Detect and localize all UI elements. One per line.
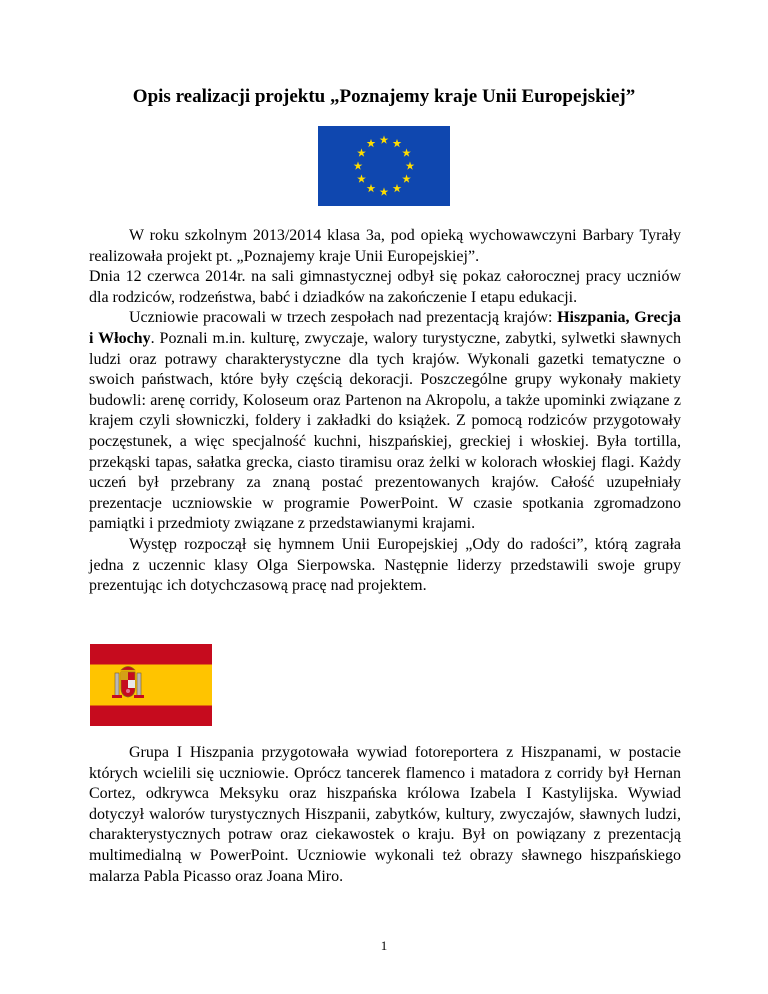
spain-section: [89, 743, 681, 887]
document-title: Opis realizacji projektu „Poznajemy kraje Unii Europejskiej”: [132, 86, 636, 107]
teams-text-rest: . Poznali m.in. kulturę, zwyczaje, walory turystyczne, zabytki, sylwetki sławnych ludzi oraz potrawy charakterystyczne dla tych krajów. Wykonali gazetki tematyczne o swoich państwach, które były częścią dekoracji. Poszczególne grupy wykonały makiety budowli: arenę corridy, Koloseum oraz Partenon na Akropolu, a także upominki związane z krajem czyli słowniczki, foldery i zakładki do książek. Z pomocą rodziców przygotowały poczęstunek, a więc specjalność kuchni, hiszpańskiej, greckiej i włoskiej. Była tortilla, przekąski tapas, sałatka grecka, ciasto tiramisu oraz żelki w kolorach włoskiej flagi. Każdy uczeń był przebrany za znaną postać prezentowanych krajów. Całość uzupełniały prezentacje uczniowskie w programie PowerPoint. W czasie spotkania zgromadzono pamiątki i przedmioty związane z przedstawianymi krajami.: [89, 329, 681, 533]
paragraph-event: Dnia 12 czerwca 2014r. na sali gimnastycznej odbył się pokaz całorocznej pracy uczniów dla rodziców, rodzeństwa, babć i dziadków na zakończenie I etapu edukacji.: [89, 268, 681, 306]
spain-flag-icon: [90, 644, 212, 726]
spain-flag-top-stripe: [90, 644, 212, 665]
page-number: 1: [380, 938, 388, 953]
spain-flag-bottom-stripe: [90, 706, 212, 727]
paragraph-teams: [89, 308, 681, 535]
countries-bold: Hiszpania, Grecja i Włochy: [89, 309, 681, 347]
eu-flag-icon: [318, 126, 450, 206]
spain-flag-middle-stripe: [90, 665, 212, 706]
intro-section: [89, 226, 681, 597]
paragraph-performance: Występ rozpoczął się hymnem Unii Europejskiej „Ody do radości”, którą zagrała jedna z uczennic klasy Olga Sierpowska. Następnie liderzy przedstawili swoje grupy prezentując ich dotychczasową pracę nad projektem.: [89, 535, 681, 595]
paragraph-intro: W roku szkolnym 2013/2014 klasa 3a, pod opieką wychowawczyni Barbary Tyrały realizowała projekt pt. „Poznajemy kraje Unii Europejskiej”.: [89, 227, 681, 265]
paragraph-spain-group: Grupa I Hiszpania przygotowała wywiad fotoreportera z Hiszpanami, w postacie których wcielili się uczniowie. Oprócz tancerek flamenco i matadora z corridy był Hernan Cortez, odkrywca Meksyku oraz hiszpańska królowa Izabela I Kastylijska. Wywiad dotyczył walorów turystycznych Hiszpanii, zabytków, kultury, zwyczajów, sławnych ludzi, charakterystycznych potraw oraz ciekawostek o kraju. Był on powiązany z prezentacją multimedialną w PowerPoint. Uczniowie wykonali też obrazy sławnego hiszpańskiego malarza Pabla Picasso oraz Joana Miro.: [89, 744, 681, 885]
teams-text-start: Uczniowie pracowali w trzech zespołach nad prezentacją krajów:: [129, 309, 558, 327]
